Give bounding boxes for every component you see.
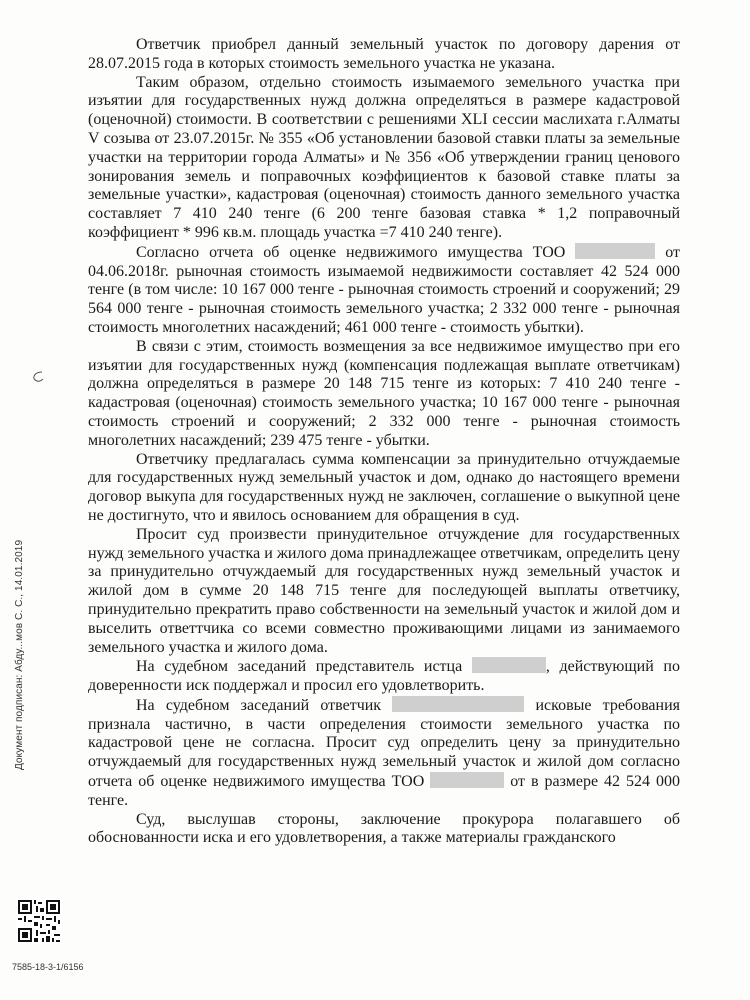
paragraph [88, 811, 680, 849]
paragraph [88, 657, 680, 696]
paragraph-text: Согласно отчета об оценке недвижимого имущества ТОО [136, 243, 576, 261]
qr-code-icon [16, 898, 62, 944]
paragraph-text: Таким образом, отдельно стоимость изымаемого земельного участка при изъятии для государственных нужд должна определяться в размере кадастровой (оценочной) стоимости. В соответствии с решениями XLI сессии маслихата г.Алматы V созыва от 23.07.2015г. № 355 «Об установлении базовой ставки платы за земельные участки на территории города Алматы» и № 356 «Об утверждении границ ценового зонирования земель и поправочных коэффициентов к базовой ставке платы за земельные участки», кадастровая (оценочная) стоимость данного земельного участка составляет 7 410 240 тенге (6 200 тенге базовая ставка * 1,2 поправочный коэффициент * 996 кв.м. площадь участка =7 410 240 тенге). [88, 73, 680, 241]
paragraph-text: от 04.06.2018г. рыночная стоимость изымаемой недвижимости составляет 42 524 000 тенге (в том числе: 10 167 000 тенге - рыночная стоимость строений и сооружений; 29 564 000 тенге - рыночная стоимость земельного участка; 2 332 000 тенге - рыночная стоимость многолетних насаждений; 461 000 тенге - стоимость убытки). [88, 243, 681, 336]
paragraph-text: Ответчику предлагалась сумма компенсации за принудительно отчуждаемые для государственных нужд земельный участок и дом, однако до настоящего времени договор выкупа для государственных нужд не заключен, соглашение о выкупной цене не достигнуто, что и явилось основанием для обращения в суд. [88, 450, 680, 524]
paragraph [88, 74, 680, 243]
paragraph-text: Просит суд произвести принудительное отчуждение для государственных нужд земельного участка и жилого дома принадлежащее ответчикам, определить цену за принудительно отчуждаемый для государственных нужд земельный участок и жилой дом в сумме 20 148 715 тенге для последующей выплаты ответчику, принудительно прекратить право собственности на земельный участок и жилой дом и выселить ответтчика со всеми совместно проживающими лицами из занимаемого земельного участка и жилого дома. [88, 525, 680, 656]
paragraph [88, 338, 680, 451]
paragraph [88, 451, 680, 526]
paragraph-text: , действующий по доверенности иск поддержал и просил его удовлетворить. [88, 658, 680, 695]
redacted-name [575, 243, 655, 259]
paragraph-text: от в размере 42 524 000 тенге. [88, 773, 680, 809]
paragraph-text: На судебном заседаний ответчик [136, 696, 393, 714]
paragraph-text: Ответчик приобрел данный земельный участок по договору дарения от 28.07.2015 года в которых стоимость земельного участка не указана. [88, 36, 680, 72]
pen-mark [28, 370, 48, 384]
paragraph-text: В связи с этим, стоимость возмещения за все недвижимое имущество при его изъятии для государственных нужд (компенсация подлежащая выплате ответчикам) должна определяться в размере 20 148 715 тенге из которых: 7 410 240 тенге - кадастровая (оценочная) стоимость земельного участка; 10 167 000 тенге - рыночная стоимость строений и сооружений; 2 332 000 тенге - рыночная стоимость многолетних насаждений; 239 475 тенге - убытки. [88, 337, 680, 449]
paragraph [88, 36, 680, 74]
document-body [88, 36, 680, 848]
signature-stamp-text: Документ подписан: Абду...мов С. С., 14.01.2019 [14, 539, 25, 770]
document-number: 7585-18-3-1/6156 [12, 962, 84, 972]
paragraph-text: исковые требования признала частично, в части определения стоимости земельного участка по кадастровой цене не согласна. Просит суд определить цену за принудительно отчуждаемый для государственных нужд земельный участок и жилой дом согласно отчета об оценке недвижимого имущества ТОО [88, 696, 681, 791]
paragraph-text: На судебном заседаний представитель истца [136, 658, 472, 676]
paragraph [88, 526, 680, 658]
redacted-name [430, 772, 504, 788]
paragraph [88, 696, 680, 811]
paragraph [88, 243, 680, 338]
paragraph-text: Суд, выслушав стороны, заключение прокурора полагавшего об обоснованности иска и его удовлетворения, а также материалы гражданского [88, 810, 680, 847]
redacted-name [392, 696, 524, 712]
redacted-name [472, 657, 546, 673]
